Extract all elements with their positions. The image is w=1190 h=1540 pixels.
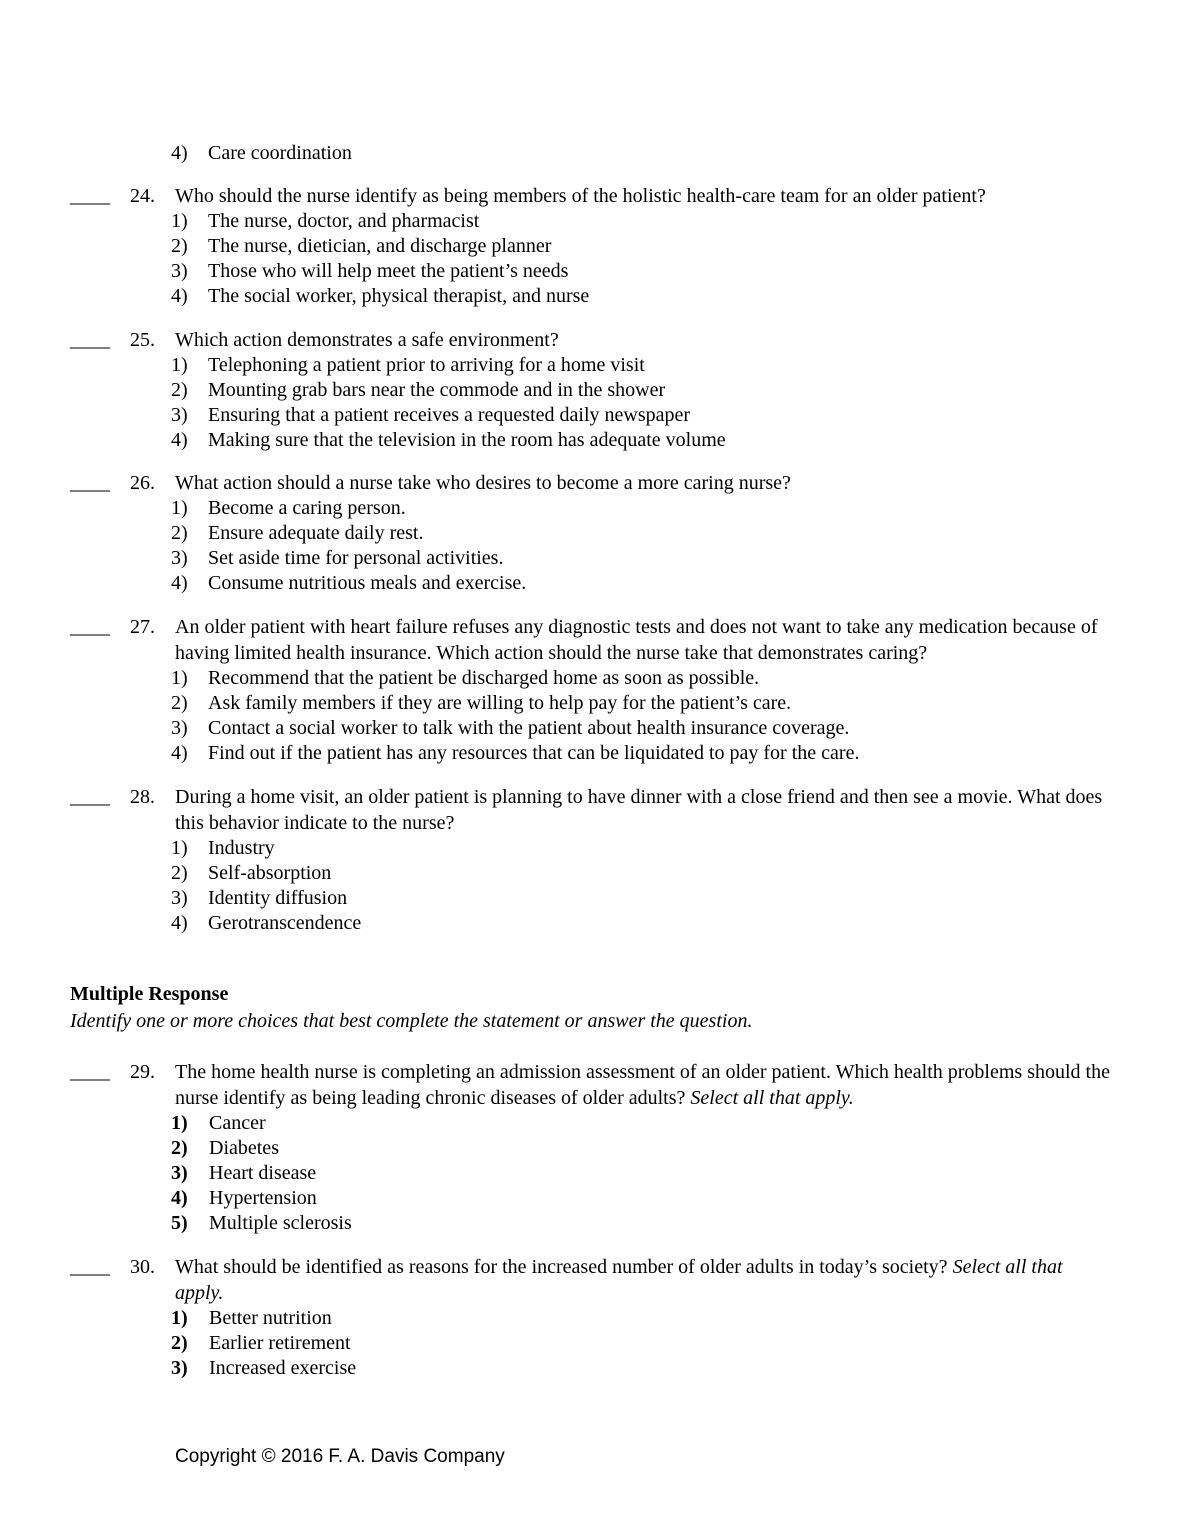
option-number: 3) xyxy=(171,1162,188,1184)
option xyxy=(171,428,1110,453)
question-24 xyxy=(70,183,1110,309)
option xyxy=(171,571,1110,596)
option-number: 1) xyxy=(171,667,188,689)
option-text: Industry xyxy=(208,837,275,859)
question-26 xyxy=(70,470,1110,596)
option-text: Diabetes xyxy=(209,1137,279,1159)
option xyxy=(171,496,1110,521)
option-text: Heart disease xyxy=(209,1162,317,1184)
carryover-option xyxy=(70,141,1110,166)
options-list xyxy=(70,496,1110,596)
section-title: Multiple Response xyxy=(70,983,229,1005)
option-number: 1) xyxy=(171,837,188,859)
option-text: Contact a social worker to talk with the patient about health insurance coverage. xyxy=(208,717,850,739)
option xyxy=(171,1186,1110,1211)
option-number: 4) xyxy=(171,429,188,451)
option-number: 2) xyxy=(171,235,188,257)
option-number: 3) xyxy=(171,717,188,739)
options-list xyxy=(70,666,1110,766)
option-text: Recommend that the patient be discharged home as soon as possible. xyxy=(208,667,760,689)
section-instruction: Identify one or more choices that best complete the statement or answer the question. xyxy=(70,1010,753,1032)
answer-blank: ____ xyxy=(70,185,110,207)
option xyxy=(171,741,1110,766)
question-29 xyxy=(70,1059,1110,1236)
option xyxy=(171,886,1110,911)
option-number: 4) xyxy=(171,142,188,164)
option xyxy=(171,1136,1110,1161)
question-number: 27. xyxy=(130,616,155,638)
option-number: 1) xyxy=(171,1112,188,1134)
question-30 xyxy=(70,1254,1110,1381)
option-number: 4) xyxy=(171,1187,188,1209)
options-list xyxy=(70,836,1110,936)
option xyxy=(171,403,1110,428)
option-number: 2) xyxy=(171,862,188,884)
question-text: What action should a nurse take who desires to become a more caring nurse? xyxy=(175,472,791,494)
options-list xyxy=(70,353,1110,453)
option xyxy=(171,691,1110,716)
option xyxy=(171,1356,1110,1381)
answer-blank: ____ xyxy=(70,1061,110,1083)
option xyxy=(171,1331,1110,1356)
question-number: 26. xyxy=(130,472,155,494)
question-text: Which action demonstrates a safe environment? xyxy=(175,329,559,351)
option-text: Consume nutritious meals and exercise. xyxy=(208,572,527,594)
option xyxy=(171,521,1110,546)
option-text: Care coordination xyxy=(208,142,352,164)
question-number: 29. xyxy=(130,1061,155,1083)
option xyxy=(171,716,1110,741)
option-number: 2) xyxy=(171,379,188,401)
question-text: Who should the nurse identify as being members of the holistic health-care team for an older patient? xyxy=(175,185,986,207)
option xyxy=(171,836,1110,861)
option xyxy=(171,911,1110,936)
option-text: Find out if the patient has any resources that can be liquidated to pay for the care. xyxy=(208,742,860,764)
option-text: Increased exercise xyxy=(209,1357,357,1379)
answer-blank: ____ xyxy=(70,1256,110,1278)
question-stem: What should be identified as reasons for the increased number of older adults in today’s society? xyxy=(175,1256,948,1278)
answer-blank: ____ xyxy=(70,786,110,808)
option xyxy=(171,546,1110,571)
option-text: Self-absorption xyxy=(208,862,332,884)
option-text: Mounting grab bars near the commode and in the shower xyxy=(208,379,666,401)
options-list xyxy=(70,1306,1110,1381)
option xyxy=(171,284,1110,309)
question-text xyxy=(175,1254,1110,1306)
option xyxy=(171,1306,1110,1331)
option-number: 2) xyxy=(171,1332,188,1354)
option-text: Set aside time for personal activities. xyxy=(208,547,504,569)
option-number: 4) xyxy=(171,572,188,594)
option-text: Gerotranscendence xyxy=(208,912,362,934)
option-text: Ensuring that a patient receives a requested daily newspaper xyxy=(208,404,691,426)
option-text: Become a caring person. xyxy=(208,497,406,519)
option-text: The social worker, physical therapist, and nurse xyxy=(208,285,590,307)
option xyxy=(171,353,1110,378)
option-number: 1) xyxy=(171,1307,188,1329)
option xyxy=(171,1161,1110,1186)
option-number: 5) xyxy=(171,1212,188,1234)
option-number: 4) xyxy=(171,742,188,764)
option-text: The nurse, dietician, and discharge planner xyxy=(208,235,552,257)
question-text xyxy=(175,1059,1110,1111)
option-text: Identity diffusion xyxy=(208,887,348,909)
option-text: Hypertension xyxy=(209,1187,317,1209)
question-stem: The home health nurse is completing an admission assessment of an older patient. Which health problems should the nurse identify as being leading chronic diseases of older adults? xyxy=(175,1061,1110,1109)
option-number: 3) xyxy=(171,404,188,426)
option-text: Multiple sclerosis xyxy=(209,1212,352,1234)
select-all-note: Select all that apply. xyxy=(175,1256,1063,1304)
copyright-footer: Copyright © 2016 F. A. Davis Company xyxy=(175,1446,505,1467)
question-number: 28. xyxy=(130,786,155,808)
option-text: Ask family members if they are willing to help pay for the patient’s care. xyxy=(208,692,792,714)
question-27 xyxy=(70,614,1110,766)
question-number: 24. xyxy=(130,185,155,207)
option xyxy=(171,259,1110,284)
option-text: Ensure adequate daily rest. xyxy=(208,522,424,544)
question-text: An older patient with heart failure refuses any diagnostic tests and does not want to take any medication because of having limited health insurance. Which action should the nurse take that demonstrates caring? xyxy=(175,616,1098,664)
question-25 xyxy=(70,327,1110,453)
option-number: 3) xyxy=(171,547,188,569)
option xyxy=(171,1111,1110,1136)
option xyxy=(171,666,1110,691)
option xyxy=(171,861,1110,886)
option-number: 1) xyxy=(171,497,188,519)
option-number: 2) xyxy=(171,522,188,544)
option-text: Earlier retirement xyxy=(209,1332,351,1354)
option-number: 4) xyxy=(171,912,188,934)
option-text: Telephoning a patient prior to arriving for a home visit xyxy=(208,354,645,376)
option xyxy=(171,1211,1110,1236)
question-28 xyxy=(70,784,1110,936)
option-number: 3) xyxy=(171,260,188,282)
options-list xyxy=(70,1111,1110,1236)
option-number: 2) xyxy=(171,1137,188,1159)
answer-blank: ____ xyxy=(70,616,110,638)
option-text: Cancer xyxy=(209,1112,266,1134)
option-number: 3) xyxy=(171,887,188,909)
option xyxy=(171,141,1110,166)
option-text: Those who will help meet the patient’s needs xyxy=(208,260,569,282)
question-number: 25. xyxy=(130,329,155,351)
option xyxy=(171,209,1110,234)
question-text: During a home visit, an older patient is planning to have dinner with a close friend and then see a movie. What does this behavior indicate to the nurse? xyxy=(175,786,1103,834)
option-number: 4) xyxy=(171,285,188,307)
option xyxy=(171,378,1110,403)
options-list xyxy=(70,209,1110,309)
option xyxy=(171,234,1110,259)
answer-blank: ____ xyxy=(70,329,110,351)
option-number: 1) xyxy=(171,210,188,232)
answer-blank: ____ xyxy=(70,472,110,494)
option-number: 3) xyxy=(171,1357,188,1379)
option-number: 1) xyxy=(171,354,188,376)
option-text: Better nutrition xyxy=(209,1307,332,1329)
option-text: Making sure that the television in the room has adequate volume xyxy=(208,429,726,451)
question-number: 30. xyxy=(130,1256,155,1278)
select-all-note: Select all that apply. xyxy=(690,1087,854,1109)
option-number: 2) xyxy=(171,692,188,714)
option-text: The nurse, doctor, and pharmacist xyxy=(208,210,480,232)
